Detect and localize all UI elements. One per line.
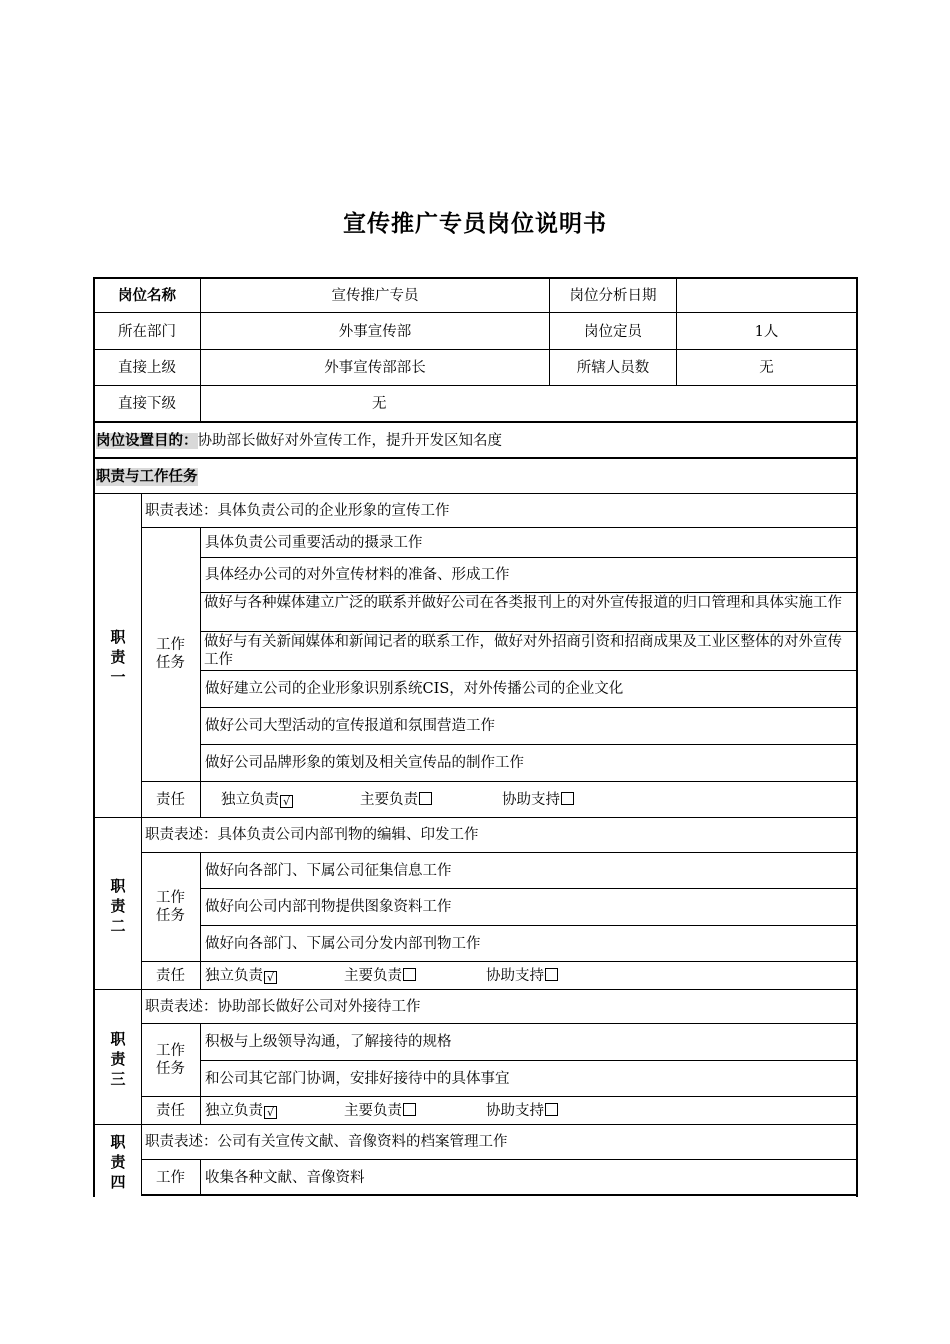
quota-label: 岗位定员 xyxy=(584,324,642,340)
department-label: 所在部门 xyxy=(118,324,176,340)
superior-value: 外事宣传部部长 xyxy=(324,360,426,376)
duty-3-task: 和公司其它部门协调，安排好接待中的具体事宜 xyxy=(205,1071,510,1087)
duty-4-label: 职 责 四 xyxy=(110,1133,126,1191)
subordinate-label: 直接下级 xyxy=(118,396,176,412)
page-title: 宣传推广专员岗位说明书 xyxy=(343,211,607,237)
duty-2-task: 做好向公司内部刊物提供图象资料工作 xyxy=(205,899,452,915)
duty-1-resp-label: 责任 xyxy=(156,792,185,808)
job-description-table xyxy=(93,277,858,1197)
checkbox-checked-icon: √ xyxy=(280,795,293,808)
purpose-text: 协助部长做好对外宣传工作，提升开发区知名度 xyxy=(197,433,502,449)
duty-2-summary: 职责表述：具体负责公司内部刊物的编辑、印发工作 xyxy=(145,827,479,843)
duty-1-resp-main: 主要负责 xyxy=(360,791,432,809)
duty-1-label: 职 责 一 xyxy=(110,628,126,686)
quota-value: 1人 xyxy=(754,324,779,340)
duty-3-label: 职 责 三 xyxy=(110,1030,126,1088)
duty-1-tasks-label: 工作 任务 xyxy=(156,637,185,671)
duty-2-task: 做好向各部门、下属公司征集信息工作 xyxy=(205,863,452,879)
duty-1-task: 做好建立公司的企业形象识别系统CIS，对外传播公司的企业文化 xyxy=(205,681,624,697)
post-name-value: 宣传推广专员 xyxy=(331,288,419,304)
duty-2-resp-main: 主要负责 xyxy=(344,967,416,985)
duty-4-summary: 职责表述：公司有关宣传文献、音像资料的档案管理工作 xyxy=(145,1134,508,1150)
subordinate-value: 无 xyxy=(372,396,387,412)
duty-3-tasks-label: 工作 任务 xyxy=(156,1043,185,1077)
duty-1-task: 具体负责公司重要活动的摄录工作 xyxy=(205,535,423,551)
duty-3-summary: 职责表述：协助部长做好公司对外接待工作 xyxy=(145,999,421,1015)
post-name-label: 岗位名称 xyxy=(118,288,176,304)
subordinate-count-value: 无 xyxy=(759,360,774,376)
duty-3-resp-main: 主要负责 xyxy=(344,1102,416,1120)
subordinate-count-label: 所辖人员数 xyxy=(576,360,650,376)
duty-3-task: 积极与上级领导沟通，了解接待的规格 xyxy=(205,1034,452,1050)
duty-1-resp-independent: 独立负责 √ xyxy=(221,791,293,809)
checkbox-checked-icon: √ xyxy=(264,971,277,984)
checkbox-checked-icon: √ xyxy=(264,1106,277,1119)
duty-2-resp-independent: 独立负责 √ xyxy=(205,967,277,985)
duty-2-tasks-label: 工作 任务 xyxy=(156,890,185,924)
duties-heading: 职责与工作任务 xyxy=(96,469,198,485)
duty-3-resp-assist: 协助支持 xyxy=(486,1102,558,1120)
analysis-date-label: 岗位分析日期 xyxy=(569,288,657,304)
duty-4-tasks-label: 工作 xyxy=(156,1170,185,1186)
duty-3-resp-label: 责任 xyxy=(156,1103,185,1119)
duty-2-label: 职 责 二 xyxy=(110,877,126,935)
duty-1-task: 做好公司大型活动的宣传报道和氛围营造工作 xyxy=(205,718,495,734)
duty-1-summary: 职责表述：具体负责公司的企业形象的宣传工作 xyxy=(145,503,450,519)
checkbox-empty-icon xyxy=(419,792,432,805)
duty-1-task: 具体经办公司的对外宣传材料的准备、形成工作 xyxy=(205,567,510,583)
department-value: 外事宣传部 xyxy=(338,324,412,340)
purpose-row xyxy=(96,432,502,450)
duty-4-task: 收集各种文献、音像资料 xyxy=(205,1170,365,1186)
duty-1-resp-assist: 协助支持 xyxy=(502,791,574,809)
duty-1-task: 做好公司品牌形象的策划及相关宣传品的制作工作 xyxy=(205,755,524,771)
checkbox-empty-icon xyxy=(403,1103,416,1116)
checkbox-empty-icon xyxy=(561,792,574,805)
duty-1-task: 做好与各种媒体建立广泛的联系并做好公司在各类报刊上的对外宣传报道的归口管理和具体实施工作 xyxy=(204,595,842,611)
purpose-label: 岗位设置目的： xyxy=(96,433,198,449)
checkbox-empty-icon xyxy=(403,968,416,981)
duty-2-resp-assist: 协助支持 xyxy=(486,967,558,985)
duty-3-resp-independent: 独立负责 √ xyxy=(205,1102,277,1120)
checkbox-empty-icon xyxy=(545,968,558,981)
superior-label: 直接上级 xyxy=(118,360,176,376)
duty-2-task: 做好向各部门、下属公司分发内部刊物工作 xyxy=(205,936,481,952)
duty-1-task: 做好与有关新闻媒体和新闻记者的联系工作，做好对外招商引资和招商成果及工业区整体的对外宣传工作 xyxy=(204,634,842,668)
duty-2-resp-label: 责任 xyxy=(156,968,185,984)
checkbox-empty-icon xyxy=(545,1103,558,1116)
